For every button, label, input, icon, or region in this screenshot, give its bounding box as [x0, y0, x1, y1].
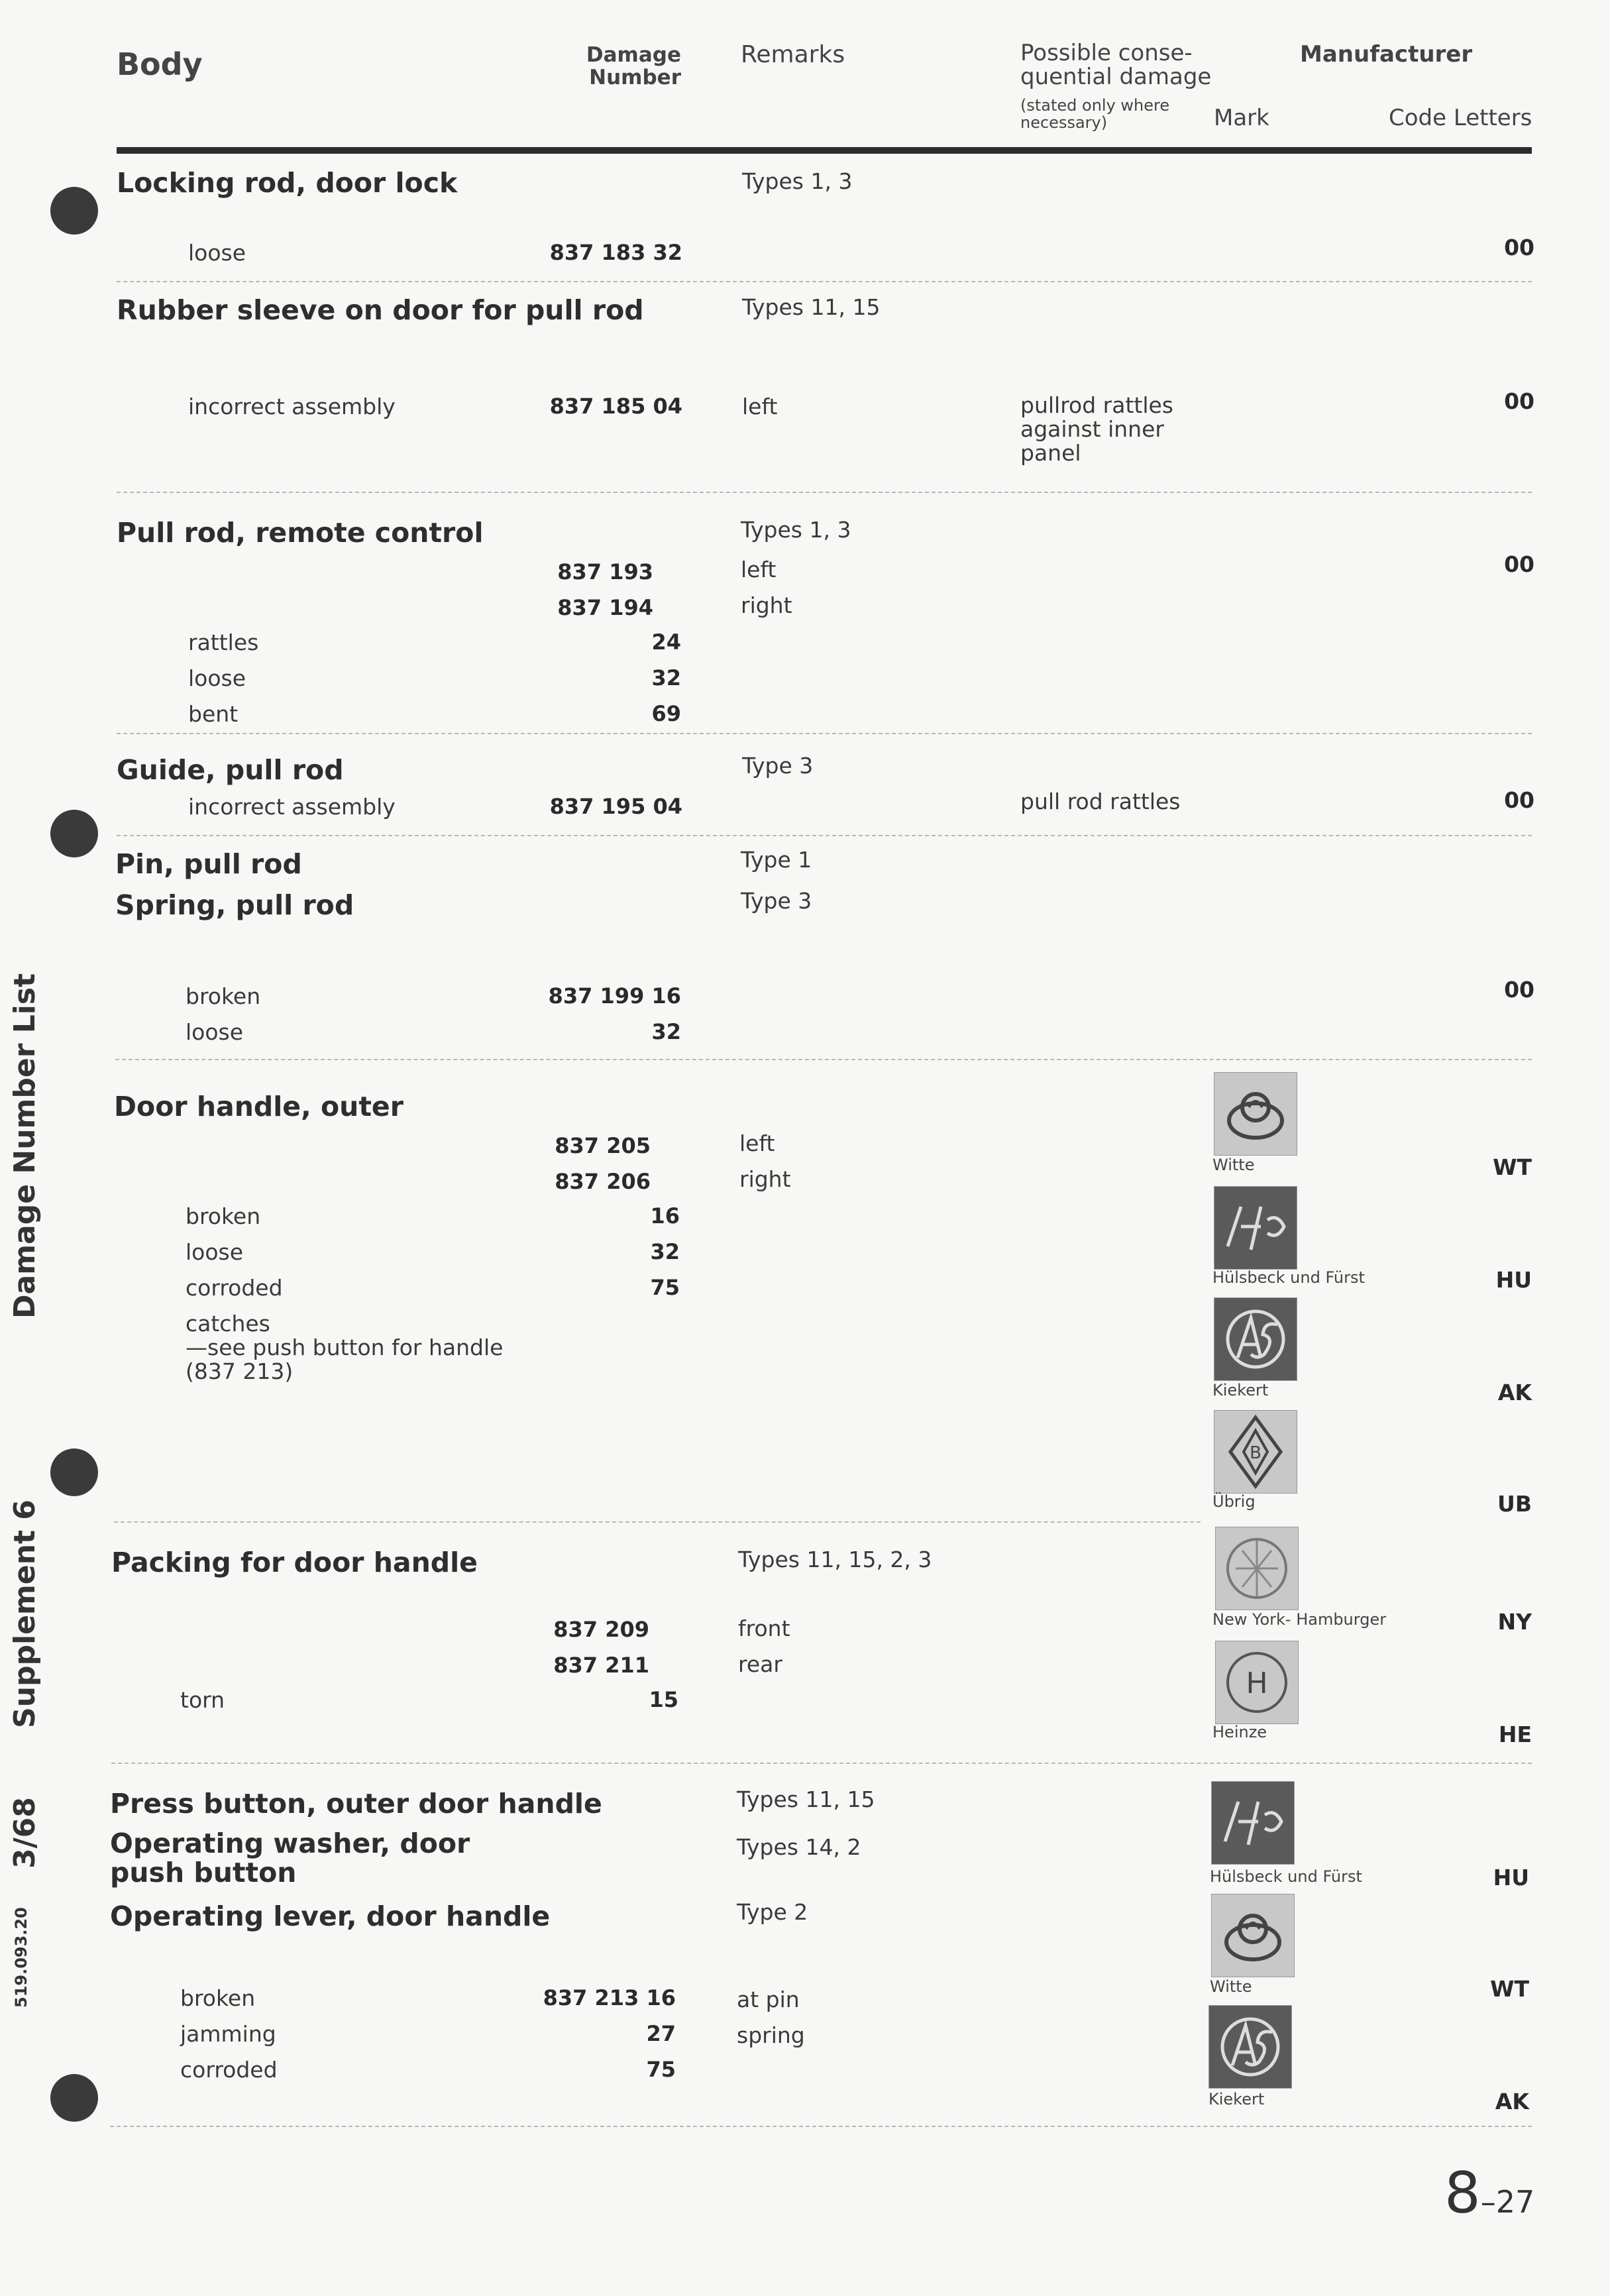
- item-remark: Type 3: [742, 753, 814, 779]
- code-letters: HU: [1495, 1267, 1532, 1293]
- kiekert-logo: [1208, 2005, 1292, 2089]
- damage-number: 75: [646, 2057, 676, 2082]
- header-damage-number: Damage Number: [586, 43, 681, 89]
- binder-hole: [50, 810, 98, 857]
- header-rule: [117, 147, 1532, 154]
- code-letters: AK: [1495, 2089, 1529, 2114]
- item-remark: rear: [738, 1651, 782, 1677]
- damage-number: 837 213 16: [543, 1985, 676, 2010]
- item-remark: Types 11, 15, 2, 3: [738, 1547, 932, 1572]
- damage-number: 837 199 16: [548, 983, 681, 1009]
- manufacturer-name: Hülsbeck und Fürst: [1212, 1268, 1365, 1287]
- code-letters: 00: [1504, 787, 1534, 813]
- manufacturer-name: Witte: [1212, 1156, 1255, 1174]
- section-title: Body: [117, 46, 203, 82]
- supplement-label: Supplement 6: [8, 1500, 42, 1728]
- manufacturer-name: Heinze: [1212, 1723, 1267, 1741]
- witte-logo: [1211, 1894, 1295, 1977]
- damage-description: incorrect assembly: [188, 394, 396, 419]
- heinze-logo: [1215, 1641, 1299, 1724]
- item-remark: Type 2: [737, 1899, 808, 1925]
- header-mark: Mark: [1214, 105, 1269, 131]
- item-title: Packing for door handle: [111, 1547, 478, 1578]
- header-remarks: Remarks: [741, 41, 845, 68]
- damage-number: 837 209: [553, 1617, 649, 1642]
- item-remark: left: [739, 1130, 775, 1156]
- damage-description: broken: [186, 1203, 261, 1229]
- damage-description: loose: [188, 665, 246, 691]
- item-remark: Types 11, 15: [737, 1786, 875, 1812]
- damage-description: broken: [186, 983, 261, 1009]
- damage-number: 27: [646, 2021, 676, 2046]
- damage-number: 32: [650, 1239, 680, 1264]
- item-title: Door handle, outer: [114, 1091, 403, 1122]
- item-title: Locking rod, door lock: [117, 167, 458, 199]
- manufacturer-name: Kiekert: [1212, 1381, 1269, 1399]
- binder-hole: [50, 1449, 98, 1496]
- item-title: Pull rod, remote control: [117, 517, 484, 549]
- damage-number: 837 194: [557, 595, 653, 620]
- item-remark: at pin: [737, 1987, 800, 2012]
- hulsbeck-furst-logo: [1214, 1186, 1297, 1270]
- code-letters: HU: [1493, 1865, 1529, 1890]
- code-letters: WT: [1493, 1154, 1532, 1180]
- damage-number: 69: [651, 701, 681, 726]
- item-remark: Types 1, 3: [741, 517, 851, 543]
- item-remark: right: [739, 1166, 791, 1192]
- damage-number: 837 206: [555, 1169, 651, 1194]
- doc-code: 519.093.20: [12, 1907, 30, 2008]
- code-letters: HE: [1498, 1722, 1532, 1747]
- damage-number: 75: [650, 1275, 680, 1300]
- code-letters: UB: [1497, 1491, 1532, 1517]
- damage-number: 837 185 04: [549, 394, 682, 419]
- item-title: Guide, pull rod: [117, 754, 344, 786]
- damage-number: 24: [651, 629, 681, 655]
- damage-description: bent: [188, 701, 239, 727]
- date-label: 3/68: [8, 1797, 42, 1869]
- row-separator: [110, 2126, 1532, 2127]
- item-title: Rubber sleeve on door for pull rod: [117, 294, 644, 326]
- item-remark: Types 11, 15: [742, 294, 881, 320]
- damage-number: 837 211: [553, 1653, 649, 1678]
- damage-description: loose: [188, 240, 246, 266]
- damage-description: loose: [186, 1019, 244, 1045]
- damage-description: corroded: [186, 1275, 283, 1301]
- code-letters: 00: [1504, 977, 1534, 1003]
- damage-number: 15: [649, 1687, 678, 1712]
- code-letters: 00: [1504, 388, 1534, 414]
- item-title: Pin, pull rod: [115, 848, 302, 880]
- row-separator: [114, 1521, 1201, 1523]
- item-remark: spring: [737, 2022, 805, 2048]
- new-york-hamburger-logo: [1215, 1527, 1299, 1610]
- damage-number: 16: [650, 1203, 680, 1229]
- sidebar-title: Damage Number List: [8, 973, 42, 1319]
- item-title: Press button, outer door handle: [110, 1788, 602, 1820]
- damage-description: rattles: [188, 629, 259, 655]
- item-remark: Types 14, 2: [737, 1834, 861, 1860]
- svg-text:B: B: [1250, 1443, 1261, 1463]
- manufacturer-name: Kiekert: [1208, 2090, 1265, 2108]
- damage-description: incorrect assembly: [188, 794, 396, 820]
- svg-text:H: H: [1246, 1667, 1268, 1700]
- header-code-letters: Code Letters: [1389, 105, 1532, 131]
- item-remark: Types 1, 3: [742, 168, 853, 194]
- item-title: Spring, pull rod: [115, 889, 354, 921]
- item-remark: front: [738, 1615, 790, 1641]
- header-manufacturer: Manufacturer: [1300, 41, 1473, 68]
- row-separator: [117, 281, 1532, 282]
- hulsbeck-furst-logo: [1211, 1781, 1295, 1865]
- item-remark: Type 1: [741, 847, 812, 873]
- damage-description: loose: [186, 1239, 244, 1265]
- damage-description: torn: [180, 1687, 225, 1713]
- damage-number: 837 195 04: [549, 794, 682, 819]
- damage-number: 32: [651, 1019, 681, 1044]
- item-title: Operating washer, door push button: [110, 1828, 470, 1888]
- header-stated-note: (stated only where necessary): [1020, 96, 1170, 132]
- row-separator: [117, 492, 1532, 493]
- code-letters: NY: [1497, 1609, 1532, 1635]
- witte-logo: [1214, 1072, 1297, 1156]
- manufacturer-name: New York- Hamburger: [1212, 1610, 1387, 1629]
- damage-number: 837 205: [555, 1133, 651, 1158]
- consequential-damage: pullrod rattles against inner panel: [1020, 392, 1173, 466]
- consequential-damage: pull rod rattles: [1020, 789, 1181, 814]
- page-number: 8–27: [1444, 2160, 1535, 2226]
- manufacturer-name: Übrig: [1212, 1492, 1256, 1511]
- item-remark: Type 3: [741, 888, 812, 914]
- damage-description: jamming: [180, 2021, 276, 2047]
- code-letters: 00: [1504, 235, 1534, 260]
- ubrig-logo: [1214, 1410, 1297, 1494]
- manufacturer-name: Hülsbeck und Fürst: [1210, 1867, 1362, 1886]
- code-letters: 00: [1504, 551, 1534, 577]
- kiekert-logo: [1214, 1297, 1297, 1381]
- item-remark: right: [741, 592, 792, 618]
- item-remark: left: [742, 394, 778, 419]
- binder-hole: [50, 2074, 98, 2122]
- header-possible-damage: Possible conse-quential damage: [1020, 40, 1212, 90]
- damage-number: 837 183 32: [549, 240, 682, 265]
- row-separator: [115, 1059, 1532, 1060]
- damage-description: catches —see push button for handle (837 213): [186, 1311, 504, 1384]
- damage-number: 837 193: [557, 559, 653, 584]
- row-separator: [111, 1763, 1532, 1764]
- damage-number: 32: [651, 665, 681, 690]
- row-separator: [117, 733, 1532, 734]
- item-title: Operating lever, door handle: [110, 1900, 551, 1932]
- code-letters: AK: [1497, 1380, 1532, 1405]
- item-remark: left: [741, 557, 777, 582]
- manufacturer-name: Witte: [1210, 1977, 1252, 1996]
- code-letters: WT: [1490, 1976, 1529, 2002]
- binder-hole: [50, 187, 98, 235]
- damage-description: corroded: [180, 2057, 278, 2083]
- row-separator: [117, 835, 1532, 836]
- damage-description: broken: [180, 1985, 256, 2011]
